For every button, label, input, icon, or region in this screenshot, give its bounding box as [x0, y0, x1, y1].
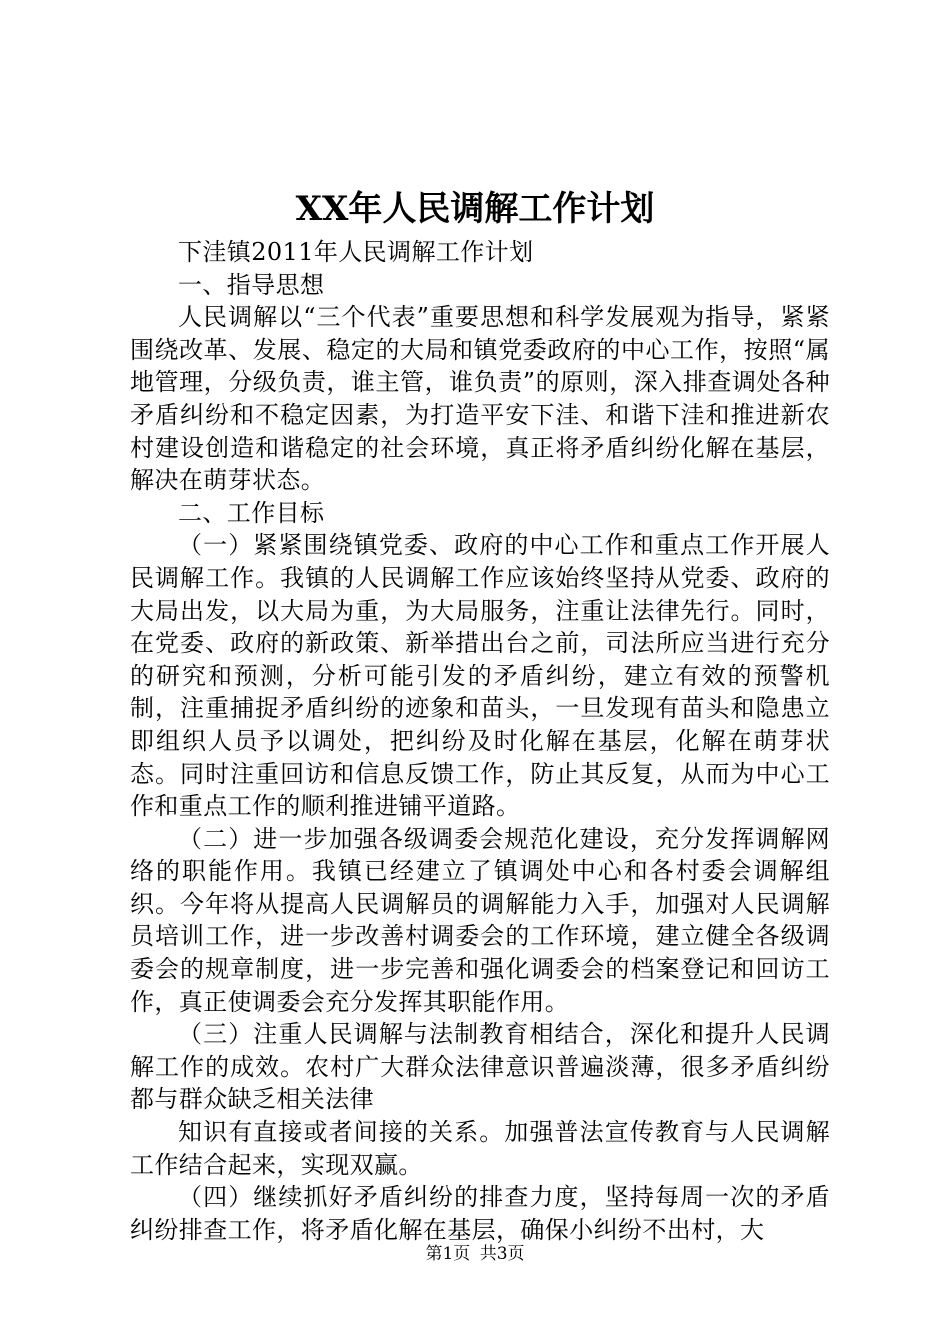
page-footer [0, 1242, 950, 1266]
body-paragraph: 知识有直接或者间接的关系。加强普法宣传教育与人民调解工作结合起来，实现双赢。 [130, 1118, 830, 1179]
section-heading-work-goals: 二、工作目标 [178, 498, 325, 527]
document-title: XX年人民调解工作计划 [295, 189, 655, 229]
body-paragraph: （四）继续抓好矛盾纠纷的排查力度，坚持每周一次的矛盾纠纷排查工作，将矛盾化解在基层，确保小纠纷不出村，大 [130, 1183, 830, 1244]
document-body [130, 236, 830, 1246]
page-total: 共3页 [479, 1244, 525, 1264]
body-paragraph: （一）紧紧围绕镇党委、政府的中心工作和重点工作开展人民调解工作。我镇的人民调解工作应该始终坚持从党委、政府的大局出发，以大局为重，为大局服务，注重让法律先行。同时，在党委、政府的新政策、新举措出台之前，司法所应当进行充分的研究和预测，分析可能引发的矛盾纠纷，建立有效的预警机制，注重捕捉矛盾纠纷的迹象和苗头，一旦发现有苗头和隐患立即组织人员予以调处，把纠纷及时化解在基层，化解在萌芽状态。同时注重回访和信息反馈工作，防止其反复，从而为中心工作和重点工作的顺利推进铺平道路。 [130, 531, 830, 821]
body-paragraph: （二）进一步加强各级调委会规范化建设，充分发挥调解网络的职能作用。我镇已经建立了镇调处中心和各村委会调解组织。今年将从提高人民调解员的调解能力入手，加强对人民调解员培训工作，进一步改善村调委会的工作环境，建立健全各级调委会的规章制度，进一步完善和强化调委会的档案登记和回访工作，真正使调委会充分发挥其职能作用。 [130, 824, 830, 1016]
body-paragraph: 人民调解以“三个代表”重要思想和科学发展观为指导，紧紧围绕改革、发展、稳定的大局和镇党委政府的中心工作，按照“属地管理，分级负责，谁主管，谁负责”的原则，深入排查调处各种矛盾纠纷和不稳定因素，为打造平安下洼、和谐下洼和推进新农村建设创造和谐稳定的社会环境，真正将矛盾纠纷化解在基层，解决在萌芽状态。 [130, 303, 830, 495]
body-paragraph: （三）注重人民调解与法制教育相结合，深化和提升人民调解工作的成效。农村广大群众法律意识普遍淡薄，很多矛盾纠纷都与群众缺乏相关法律 [130, 1020, 830, 1114]
section-heading-guiding-thought: 一、指导思想 [178, 270, 325, 299]
subtitle-paragraph: 下洼镇2011年人民调解工作计划 [178, 238, 534, 266]
page-number: 第1页 [425, 1244, 471, 1264]
